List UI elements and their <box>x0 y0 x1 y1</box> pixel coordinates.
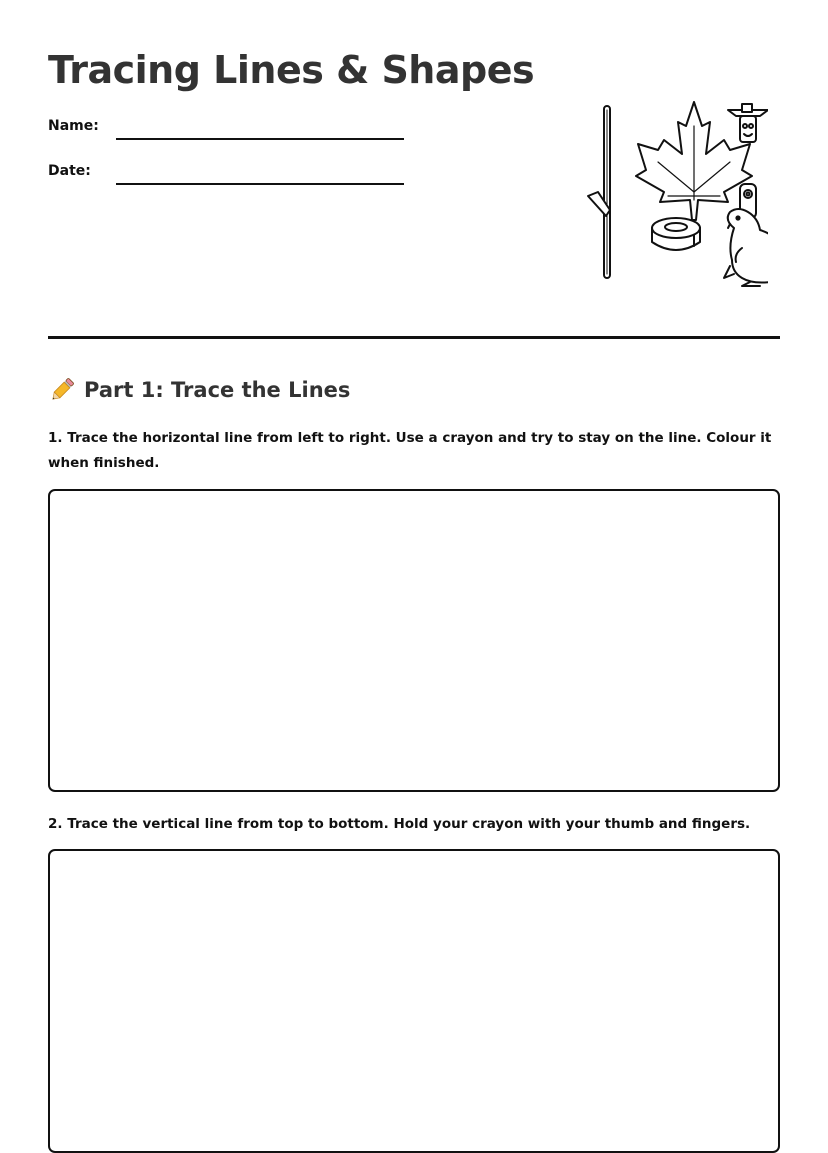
name-write-line[interactable] <box>116 138 404 140</box>
date-label: Date: <box>48 163 91 179</box>
date-field <box>48 161 408 185</box>
name-field <box>48 116 408 140</box>
question-2-tracing-box[interactable] <box>48 849 780 1153</box>
page-title: Tracing Lines & Shapes <box>48 48 535 92</box>
question-1-tracing-box[interactable] <box>48 489 780 792</box>
question-1-instruction: 1. Trace the horizontal line from left to right. Use a crayon and try to stay on the line. Colour it when finished. <box>48 430 772 471</box>
part1-title: Part 1: Trace the Lines <box>84 378 351 402</box>
name-label: Name: <box>48 118 99 134</box>
hockey-puck-icon <box>652 218 700 250</box>
canada-illustration <box>528 96 768 292</box>
pencil-icon <box>48 376 76 404</box>
section-divider <box>48 336 780 339</box>
hockey-stick-icon <box>588 106 610 278</box>
beaver-icon <box>724 209 768 286</box>
date-write-line[interactable] <box>116 183 404 185</box>
question-2-instruction: 2. Trace the vertical line from top to bottom. Hold your crayon with your thumb and fingers. <box>48 816 751 832</box>
part1-heading <box>48 374 350 406</box>
